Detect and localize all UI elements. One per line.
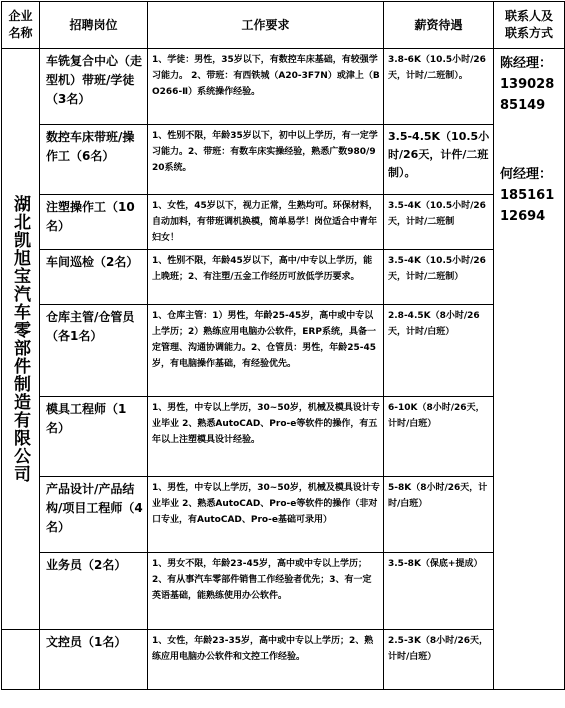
salary-cell: 3.5-4K（10.5小时/26天，计时/二班制） <box>384 250 494 305</box>
salary-cell: 5-8K（8小时/26天，计时/白班） <box>384 477 494 553</box>
company-continued-cell <box>2 630 40 690</box>
recruitment-table <box>1 1 565 690</box>
salary-cell: 3.5-8K（保底+提成） <box>384 553 494 630</box>
requirements-cell: 1、仓库主管：1）男性，年龄25-45岁，高中或中专以上学历；2）熟练应用电脑办公软件，ERP系统，具备一定管理、沟通协调能力。2、仓管员：男性，年龄25-45岁，有电脑操作基础，有经验优先。 <box>148 305 384 397</box>
header-company: 企业名称 <box>2 2 40 49</box>
position-cell: 数控车床带班/操作工（6名） <box>40 125 148 195</box>
company-name-cell <box>2 49 40 630</box>
requirements-cell: 1、女性，45岁以下，视力正常，生熟均可。环保材料，自动加料，有带班调机换模，简单易学！岗位适合中青年妇女！ <box>148 195 384 250</box>
contact-1-label: 陈经理： <box>500 56 553 71</box>
contact-2-phone: 18516112694 <box>500 188 555 224</box>
table-row <box>2 195 565 250</box>
table-row <box>2 397 565 477</box>
requirements-cell: 1、男性，中专以上学历，30~50岁，机械及模具设计专业毕业 2、熟悉AutoCAD、Pro-e等软件的操作，有五年以上注塑模具设计经验。 <box>148 397 384 477</box>
contact-1-phone: 13902885149 <box>500 77 555 113</box>
header-row <box>2 2 565 49</box>
position-cell: 车铣复合中心（走型机）带班/学徒（3名） <box>40 49 148 125</box>
contact-2-label: 何经理： <box>500 167 553 182</box>
table-row <box>2 250 565 305</box>
position-cell: 仓库主管/仓管员（各1名） <box>40 305 148 397</box>
salary-cell: 3.5-4.5K（10.5小时/26天，计件/二班制）。 <box>384 125 494 195</box>
header-salary: 薪资待遇 <box>384 2 494 49</box>
header-requirements: 工作要求 <box>148 2 384 49</box>
requirements-cell: 1、男女不限，年龄23-45岁，高中或中专以上学历；2、有从事汽车零部件销售工作经验者优先；3、有一定英语基础，能熟练使用办公软件。 <box>148 553 384 630</box>
header-contact: 联系人及联系方式 <box>494 2 565 49</box>
table-row <box>2 305 565 397</box>
salary-cell: 2.8-4.5K（8小时/26天，计时/白班） <box>384 305 494 397</box>
header-position: 招聘岗位 <box>40 2 148 49</box>
salary-cell: 3.5-4K（10.5小时/26天，计时/二班制 <box>384 195 494 250</box>
position-cell: 车间巡检（2名） <box>40 250 148 305</box>
table-row <box>2 630 565 690</box>
salary-cell: 3.8-6K（10.5小时/26天，计时/二班制）。 <box>384 49 494 125</box>
position-cell: 模具工程师（1名） <box>40 397 148 477</box>
position-cell: 注塑操作工（10名） <box>40 195 148 250</box>
requirements-cell: 1、男性，中专以上学历，30~50岁，机械及模具设计专业毕业 2、熟悉AutoCAD、Pro-e等软件的操作（非对口专业，有AutoCAD、Pro-e基础可录用） <box>148 477 384 553</box>
position-cell: 产品设计/产品结构/项目工程师（4名） <box>40 477 148 553</box>
company-name: 湖北凯旭宝汽车零部件制造有限公司 <box>10 195 30 483</box>
salary-cell: 6-10K（8小时/26天，计时/白班） <box>384 397 494 477</box>
requirements-cell: 1、学徒：男性，35岁以下，有数控车床基础，有较强学习能力。 2、带班：有西铁城（A20-3F7N）或津上（BO266-Ⅱ）系统操作经验。 <box>148 49 384 125</box>
table-row <box>2 125 565 195</box>
requirements-cell: 1、女性，年龄23-35岁，高中或中专以上学历；2、熟练应用电脑办公软件和文控工作经验。 <box>148 630 384 690</box>
contact-cell <box>494 49 565 690</box>
table-row <box>2 477 565 553</box>
salary-cell: 2.5-3K（8小时/26天，计时/白班） <box>384 630 494 690</box>
requirements-cell: 1、性别不限，年龄45岁以下，高中/中专以上学历，能上晚班；2、有注塑/五金工作经历可放低学历要求。 <box>148 250 384 305</box>
position-cell: 业务员（2名） <box>40 553 148 630</box>
table-row <box>2 49 565 125</box>
position-cell: 文控员（1名） <box>40 630 148 690</box>
table-row <box>2 553 565 630</box>
requirements-cell: 1、性别不限，年龄35岁以下，初中以上学历，有一定学习能力。2、带班：有数车床实操经验，熟悉广数980/920系统。 <box>148 125 384 195</box>
